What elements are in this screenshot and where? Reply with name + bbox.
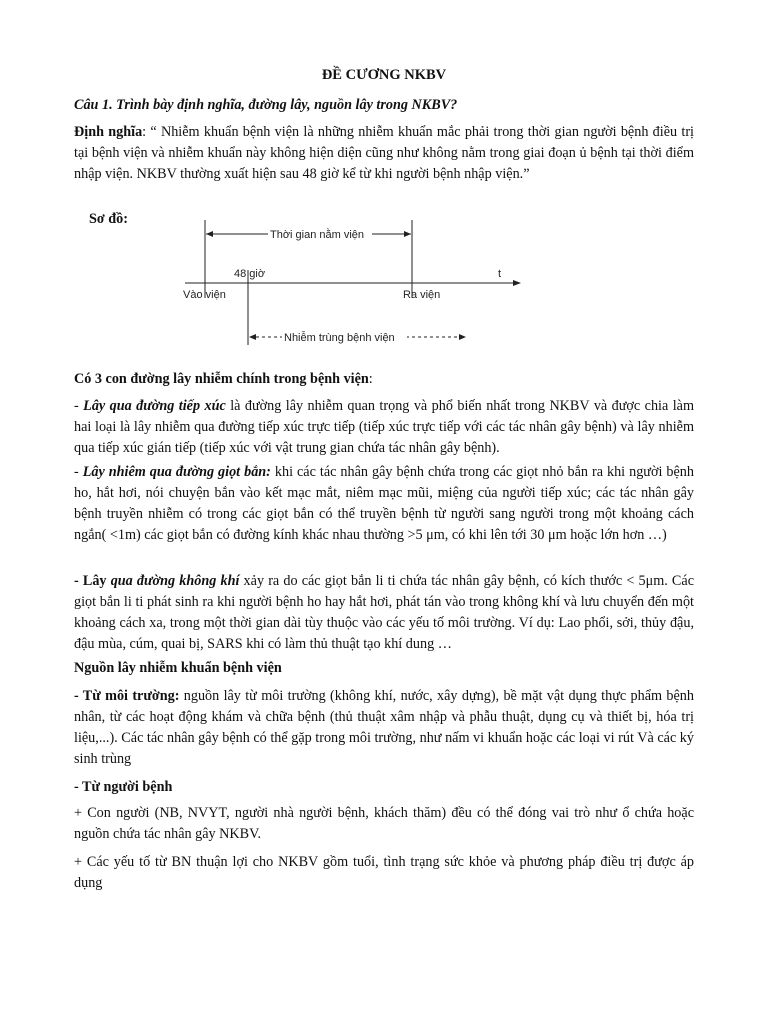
hospital-infection-label: Nhiễm trùng bệnh viện	[284, 332, 395, 344]
route-label: Lây qua đường tiếp xúc	[83, 398, 226, 414]
route-contact	[74, 396, 694, 459]
hospital-stay-diagram	[180, 215, 525, 355]
definition-text: : “ Nhiễm khuẩn bệnh viện là những nhiễm khuẩn mắc phải trong thời gian người bệnh điều trị tại bệnh viện và nhiễm khuẩn này không hiện diện cũng như không nằm trong giai đoạn ủ bệnh tại thời điểm nhập viện. NKBV thường xuất hiện sau 48 giờ kể từ khi người bệnh nhập viện.”	[74, 124, 695, 182]
definition-label: Định nghĩa	[74, 124, 143, 140]
routes-heading	[74, 369, 694, 390]
definition-paragraph	[74, 122, 694, 185]
admission-label: Vào viện	[183, 289, 226, 301]
route-prefix: - Lây	[74, 573, 111, 589]
route-text: xảy ra do các giọt bắn li ti chứa tác nhân gây bệnh, có kích thước < 5μm. Các giọt bắn li ti phát sinh ra khi người bệnh ho hay hắt hơi, phát tán vào trong không khí và lưu chuyển đến một khoảng cách xa, trong một thời gian dài tùy thuộc vào các yếu tố môi trường. Ví dụ: Lao phổi, sởi, thủy đậu, đậu mùa, cúm, quai bị, SARS khi có làm thủ thuật tạo khí dung …	[74, 573, 694, 652]
routes-heading-text: Có 3 con đường lây nhiễm chính trong bệnh viện	[74, 371, 369, 387]
source-patient-heading: - Từ người bệnh	[74, 779, 173, 795]
route-label: qua đường không khí	[110, 573, 240, 589]
question-1-heading: Câu 1. Trình bày định nghĩa, đường lây, nguồn lây trong NKBV?	[74, 97, 458, 113]
route-label: Lây nhiêm qua đường giọt bắn:	[82, 464, 271, 480]
diagram-label: Sơ đồ:	[89, 211, 129, 227]
document-title: ĐỀ CƯƠNG NKBV	[321, 67, 447, 83]
route-droplet	[74, 462, 694, 546]
source-patient-item-1: + Con người (NB, NVYT, người nhà người bệnh, khách thăm) đều có thể đóng vai trò như ổ chứa hoặc nguồn chứa tác nhân gây NKBV.	[74, 805, 694, 842]
source-patient-item-2: + Các yếu tố từ BN thuận lợi cho NKBV gồm tuổi, tình trạng sức khỏe và phương pháp điều trị được áp dụng	[74, 854, 694, 891]
sources-heading-text: Nguồn lây nhiễm khuẩn bệnh viện	[74, 660, 282, 676]
route-prefix: -	[74, 464, 83, 480]
route-prefix: -	[74, 398, 84, 414]
hours-48-label: 48 giờ	[234, 268, 266, 280]
discharge-label: Ra viện	[403, 289, 441, 301]
route-text: là đường lây nhiễm quan trọng và phổ biến nhất trong NKBV và được chia làm hai loại là lây nhiễm qua đường tiếp xúc trực tiếp (tiếp xúc trực tiếp với các tác nhân gây bệnh) và lây nhiễm qua tiếp xúc gián tiếp (tiếp xúc với vật trung gian chứa tác nhân gây bệnh).	[74, 398, 694, 456]
routes-heading-colon: :	[368, 371, 373, 387]
stay-duration-label: Thời gian nằm viện	[270, 229, 365, 241]
route-airborne	[74, 571, 694, 655]
sources-heading	[74, 658, 694, 679]
source-env-text: nguồn lây từ môi trường (không khí, nước, xây dựng), bề mặt vật dụng thực phẩm bệnh nhân, từ các hoạt động khám và chữa bệnh (thủ thuật xâm nhập và phẫu thuật, dụng cụ và thiết bị, hóa trị liệu,...). Các tác nhân gây bệnh có thể gặp trong môi trường, như nấm vi khuẩn hoặc các loại vi rút Và các ký sinh trùng	[74, 688, 694, 767]
source-env-label: - Từ môi trường:	[74, 688, 180, 704]
route-text: khi các tác nhân gây bệnh chứa trong các giọt nhỏ bắn ra khi người bệnh ho, hắt hơi, nói chuyện bắn vào kết mạc mắt, niêm mạc mũi, miệng của người tiếp xúc; các tác nhân gây bệnh truyền nhiễm có trong các giọt bắn có thể truyền bệnh từ người sang người trong một khoảng cách ngắn( <1m) các giọt bắn có đường kính khác nhau thường >5 μm, có khi lên tới 30 μm hoặc lớn hơn …)	[74, 464, 694, 543]
time-axis-label: t	[498, 268, 502, 280]
source-environment	[74, 686, 694, 770]
